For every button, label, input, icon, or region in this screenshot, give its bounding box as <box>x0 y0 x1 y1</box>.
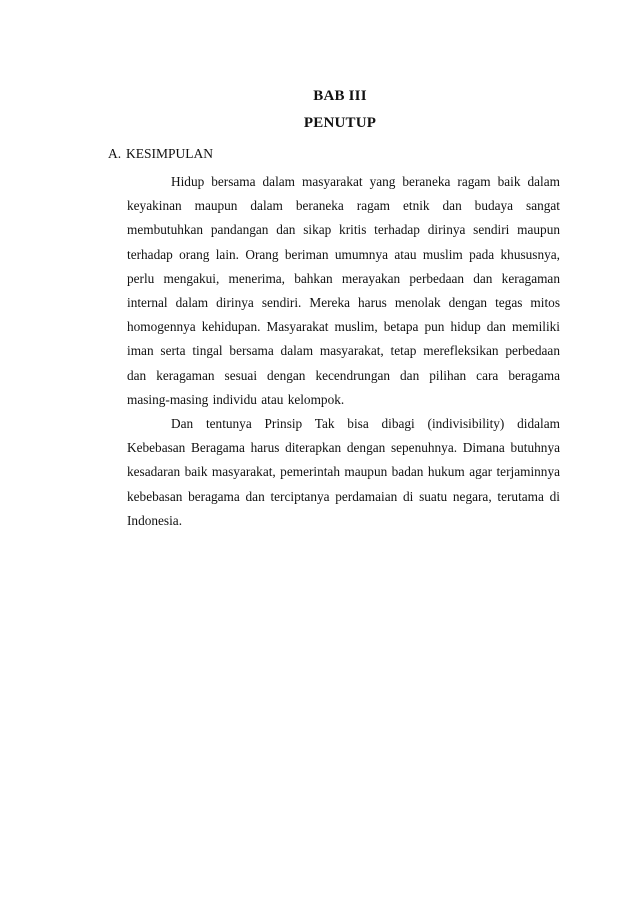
chapter-title: PENUTUP <box>303 115 377 131</box>
section-body <box>127 170 560 533</box>
section-letter: A. <box>108 146 122 161</box>
paragraph-1: Hidup bersama dalam masyarakat yang beraneka ragam baik dalam keyakinan maupun dalam beraneka ragam etnik dan budaya sangat membutuhkan pandangan dan sikap kritis terhadap dirinya sendiri maupun terhadap orang lain. Orang beriman umumnya atau muslim pada khususnya, perlu mengakui, menerima, bahkan merayakan perbedaan dan keragaman internal dalam dirinya sendiri. Mereka harus menolak dengan tegas mitos homogennya kehidupan. Masyarakat muslim, betapa pun hidup dan memiliki iman serta tingal bersama dalam masyarakat, tetap merefleksikan perbedaan dan keragaman sesuai dengan kecendrungan dan pilihan cara beragama masing-masing individu atau kelompok. <box>127 174 560 407</box>
chapter-number: BAB III <box>313 88 367 104</box>
section-heading <box>108 146 213 162</box>
paragraph-2: Dan tentunya Prinsip Tak bisa dibagi (indivisibility) didalam Kebebasan Beragama harus diterapkan dengan sepenuhnya. Dimana butuhnya kesadaran baik masyarakat, pemerintah maupun badan hukum agar terjaminnya kebebasan beragama dan terciptanya perdamaian di suatu negara, terutama di Indonesia. <box>127 416 560 528</box>
section-title: KESIMPULAN <box>126 146 214 161</box>
